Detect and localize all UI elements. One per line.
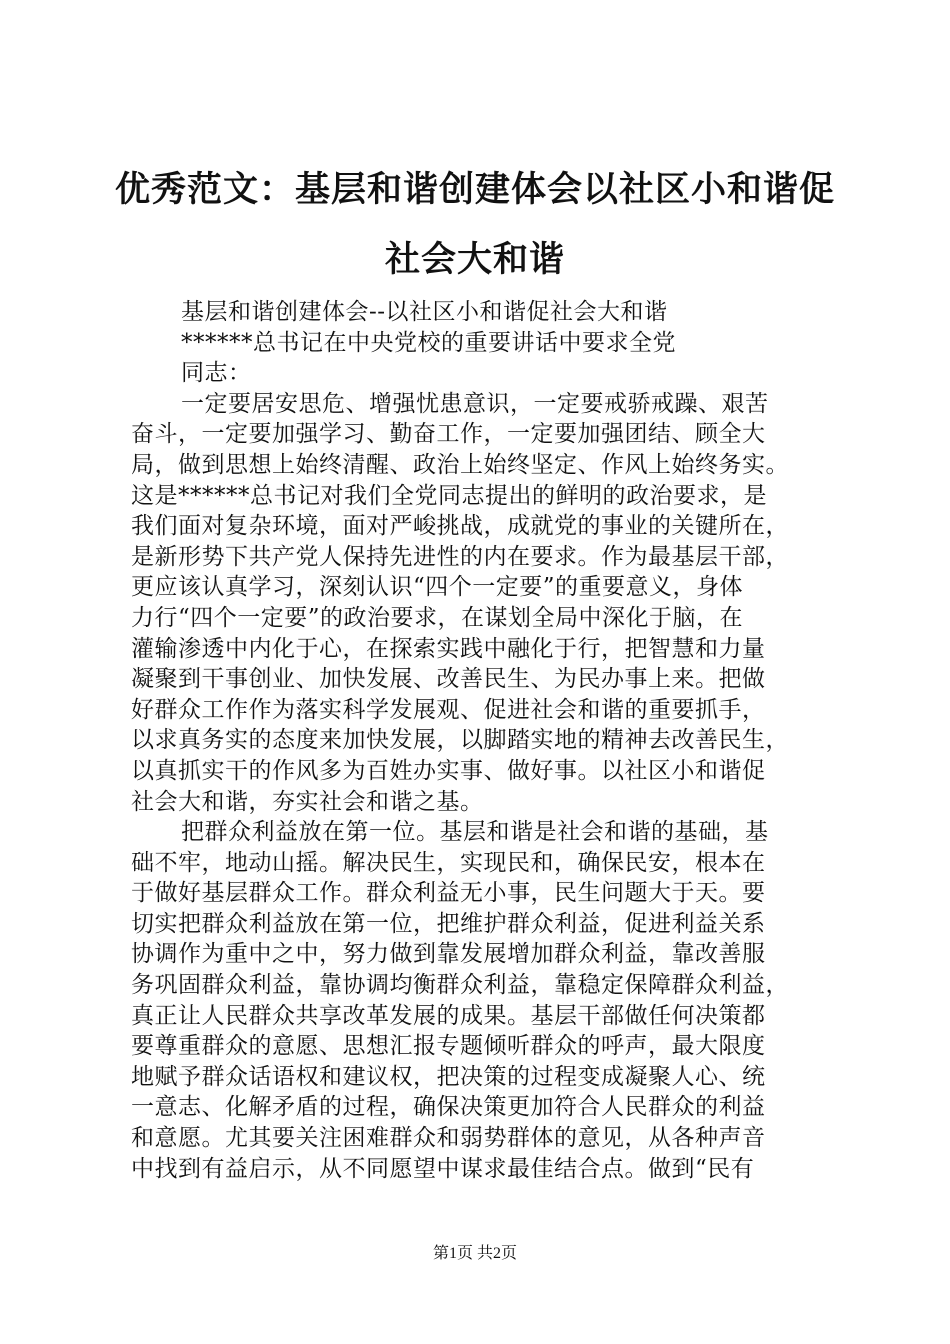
body-line: 一定要居安思危、增强忧患意识，一定要戒骄戒躁、艰苦 bbox=[181, 390, 769, 417]
body-line: 社会大和谐，夯实社会和谐之基。 bbox=[131, 788, 484, 815]
body-line: ******总书记在中央党校的重要讲话中要求全党 bbox=[181, 329, 676, 356]
body-line: 奋斗，一定要加强学习、勤奋工作，一定要加强团结、顾全大 bbox=[131, 421, 766, 448]
body-line: 灌输渗透中内化于心，在探索实践中融化于行，把智慧和力量 bbox=[131, 635, 766, 662]
body-line: 以真抓实干的作风多为百姓办实事、做好事。以社区小和谐促 bbox=[131, 757, 766, 784]
body-line: 是新形势下共产党人保持先进性的内在要求。作为最基层干部， bbox=[131, 543, 789, 570]
body-line: 中找到有益启示，从不同愿望中谋求最佳结合点。做到“民有 bbox=[131, 1155, 755, 1182]
body-line: 础不牢，地动山摇。解决民生，实现民和，确保民安，根本在 bbox=[131, 849, 766, 876]
body-line: 好群众工作作为落实科学发展观、促进社会和谐的重要抓手， bbox=[131, 696, 766, 723]
body-line: 切实把群众利益放在第一位，把维护群众利益，促进利益关系 bbox=[131, 910, 766, 937]
body-line: 同志： bbox=[181, 360, 252, 387]
body-line: 我们面对复杂环境，面对严峻挑战，成就党的事业的关键所在， bbox=[131, 513, 789, 540]
body-line: 更应该认真学习，深刻认识“四个一定要”的重要意义，身体 bbox=[131, 574, 744, 601]
body-line: 务巩固群众利益，靠协调均衡群众利益，靠稳定保障群众利益， bbox=[131, 972, 789, 999]
body-line: 地赋予群众话语权和建议权，把决策的过程变成凝聚人心、统 bbox=[131, 1063, 766, 1090]
title-line: 社会大和谐 bbox=[384, 240, 565, 280]
document-body bbox=[131, 297, 831, 1184]
document-title bbox=[60, 155, 890, 295]
body-line: 一意志、化解矛盾的过程，确保决策更加符合人民群众的利益 bbox=[131, 1094, 766, 1121]
body-line: 真正让人民群众共享改革发展的成果。基层干部做任何决策都 bbox=[131, 1002, 766, 1029]
body-line: 要尊重群众的意愿、思想汇报专题倾听群众的呼声，最大限度 bbox=[131, 1033, 766, 1060]
body-line: 以求真务实的态度来加快发展，以脚踏实地的精神去改善民生， bbox=[131, 727, 789, 754]
body-line: 把群众利益放在第一位。基层和谐是社会和谐的基础，基 bbox=[181, 819, 769, 846]
body-line: 局，做到思想上始终清醒、政治上始终坚定、作风上始终务实。 bbox=[131, 451, 789, 478]
body-line: 于做好基层群众工作。群众利益无小事，民生问题大于天。要 bbox=[131, 880, 766, 907]
body-line: 协调作为重中之中，努力做到靠发展增加群众利益，靠改善服 bbox=[131, 941, 766, 968]
body-line: 力行“四个一定要”的政治要求，在谋划全局中深化于脑，在 bbox=[131, 604, 744, 631]
body-line: 凝聚到干事创业、加快发展、改善民生、为民办事上来。把做 bbox=[131, 666, 766, 693]
title-line: 优秀范文：基层和谐创建体会以社区小和谐促 bbox=[114, 170, 835, 210]
page-footer: 第1页 共2页 bbox=[432, 1245, 517, 1262]
body-line: 和意愿。尤其要关注困难群众和弱势群体的意见，从各种声音 bbox=[131, 1125, 766, 1152]
body-line: 基层和谐创建体会--以社区小和谐促社会大和谐 bbox=[181, 299, 668, 325]
body-line: 这是******总书记对我们全党同志提出的鲜明的政治要求，是 bbox=[131, 482, 767, 509]
